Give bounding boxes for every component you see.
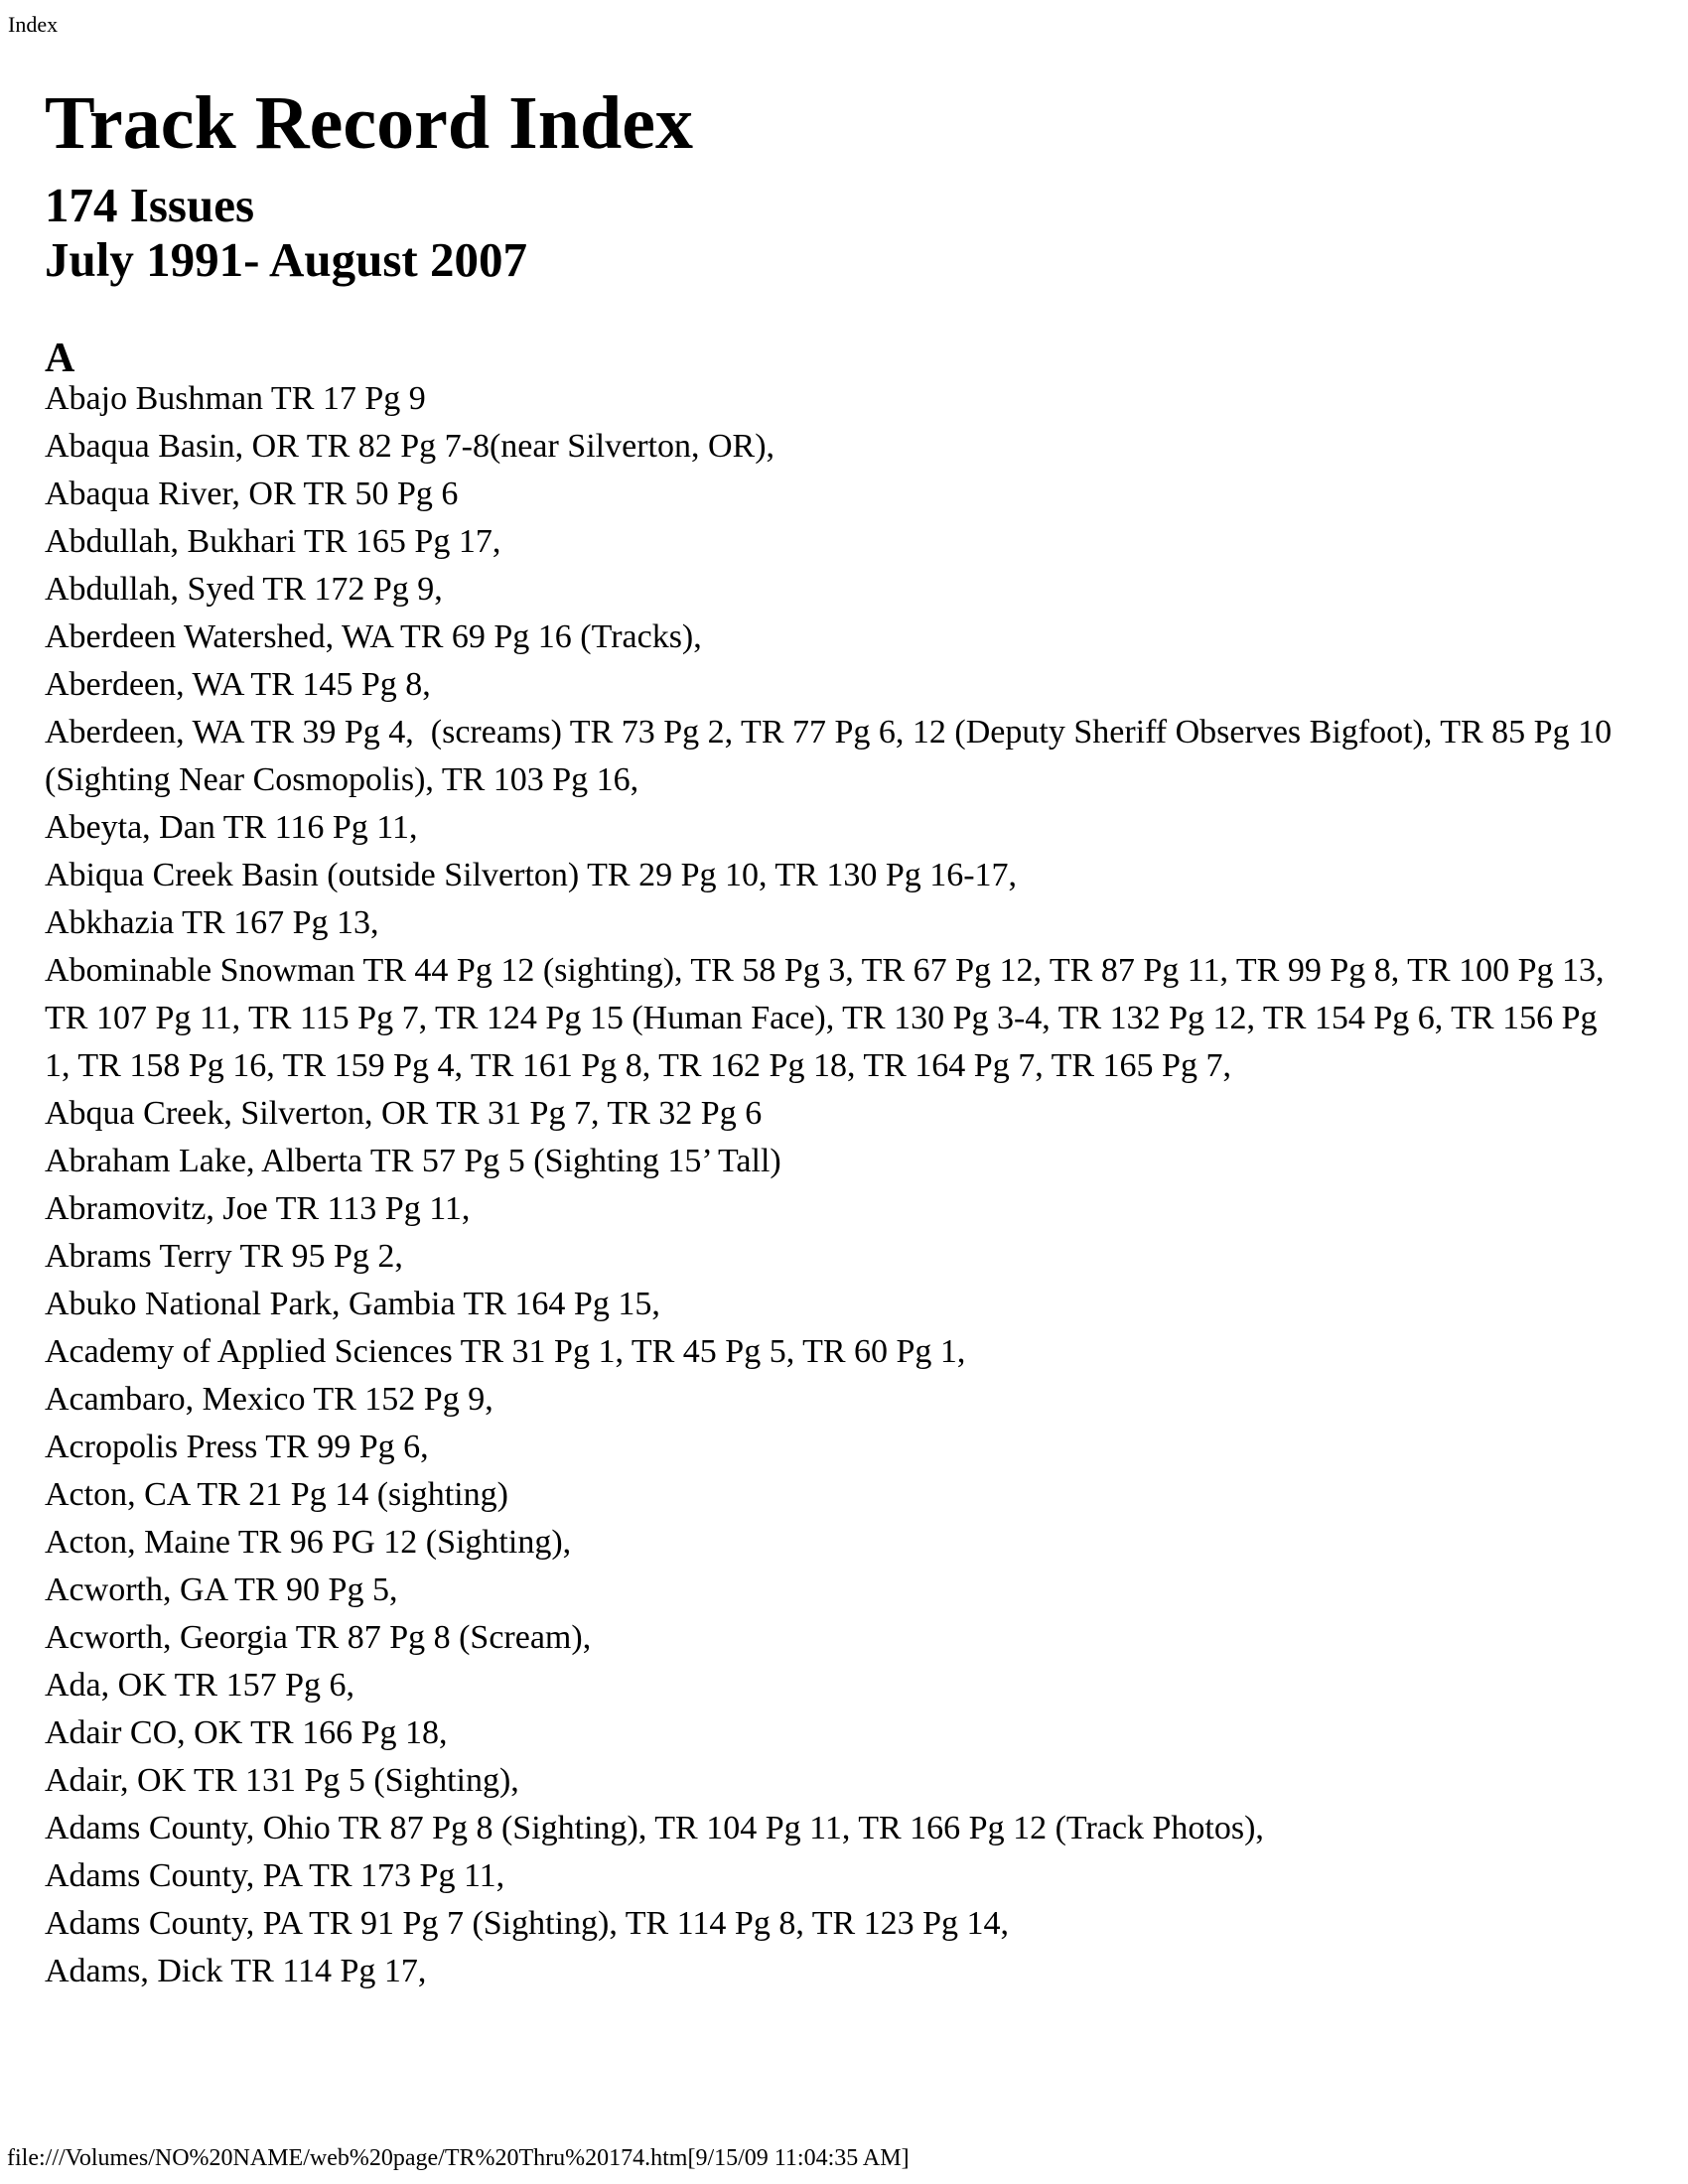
index-entry: Aberdeen, WA TR 145 Pg 8,: [45, 666, 431, 703]
section-heading-a: A: [45, 336, 75, 381]
date-range: July 1991- August 2007: [45, 232, 528, 287]
index-entry: Adams, Dick TR 114 Pg 17,: [45, 1953, 427, 1989]
index-entry: Abiqua Creek Basin (outside Silverton) TR 29 Pg 10, TR 130 Pg 16-17,: [45, 857, 1018, 893]
index-entry: Abraham Lake, Alberta TR 57 Pg 5 (Sighting 15’ Tall): [45, 1143, 781, 1179]
index-entry: Acworth, GA TR 90 Pg 5,: [45, 1571, 398, 1608]
index-entry: Abominable Snowman TR 44 Pg 12 (sighting), TR 58 Pg 3, TR 67 Pg 12, TR 87 Pg 11, TR 99 Pg 8, TR 100 Pg 13, TR 107 Pg 11, TR 115 Pg 7, TR 124 Pg 15 (Human Face), TR 130 Pg 3-4, TR 132 Pg 12, TR 154 Pg 6, TR 156 Pg 1, TR 158 Pg 16, TR 159 Pg 4, TR 161 Pg 8, TR 162 Pg 18, TR 164 Pg 7, TR 165 Pg 7,: [45, 952, 1613, 1084]
index-entry: Aberdeen Watershed, WA TR 69 Pg 16 (Tracks),: [45, 618, 702, 655]
index-entry: Adair, OK TR 131 Pg 5 (Sighting),: [45, 1762, 519, 1799]
index-entry: Abqua Creek, Silverton, OR TR 31 Pg 7, TR 32 Pg 6: [45, 1095, 763, 1132]
index-entry: Abdullah, Syed TR 172 Pg 9,: [45, 571, 443, 608]
index-entry: Abajo Bushman TR 17 Pg 9: [45, 380, 426, 417]
index-entries: [45, 375, 1629, 1995]
index-entry: Ada, OK TR 157 Pg 6,: [45, 1667, 354, 1704]
index-entry: Abkhazia TR 167 Pg 13,: [45, 904, 379, 941]
index-entry: Adams County, PA TR 91 Pg 7 (Sighting), TR 114 Pg 8, TR 123 Pg 14,: [45, 1905, 1010, 1942]
index-entry: Abramovitz, Joe TR 113 Pg 11,: [45, 1190, 471, 1227]
index-entry: Abaqua Basin, OR TR 82 Pg 7-8(near Silverton, OR),: [45, 428, 775, 465]
index-entry: Abuko National Park, Gambia TR 164 Pg 15,: [45, 1286, 660, 1322]
print-header-title: Index: [8, 12, 59, 37]
subtitle-block: [45, 178, 527, 287]
index-entry: Academy of Applied Sciences TR 31 Pg 1, TR 45 Pg 5, TR 60 Pg 1,: [45, 1333, 966, 1370]
index-entry: Abrams Terry TR 95 Pg 2,: [45, 1238, 403, 1275]
index-entry: Acambaro, Mexico TR 152 Pg 9,: [45, 1381, 493, 1418]
index-entry: Adams County, Ohio TR 87 Pg 8 (Sighting), TR 104 Pg 11, TR 166 Pg 12 (Track Photos),: [45, 1810, 1264, 1846]
index-entry: Acton, Maine TR 96 PG 12 (Sighting),: [45, 1524, 572, 1561]
index-entry: Adams County, PA TR 173 Pg 11,: [45, 1857, 505, 1894]
index-entry: Acropolis Press TR 99 Pg 6,: [45, 1429, 429, 1465]
index-entry: Abeyta, Dan TR 116 Pg 11,: [45, 809, 418, 846]
index-entry: Aberdeen, WA TR 39 Pg 4, (screams) TR 73 Pg 2, TR 77 Pg 6, 12 (Deputy Sheriff Observes Bigfoot), TR 85 Pg 10 (Sighting Near Cosmopolis), TR 103 Pg 16,: [45, 714, 1620, 798]
page-title: Track Record Index: [45, 81, 693, 165]
index-entry: Adair CO, OK TR 166 Pg 18,: [45, 1714, 448, 1751]
footer-file-path: file:///Volumes/NO%20NAME/web%20page/TR%20Thru%20174.htm[9/15/09 11:04:35 AM]: [7, 2145, 910, 2171]
index-entry: Acworth, Georgia TR 87 Pg 8 (Scream),: [45, 1619, 592, 1656]
index-entry: Abaqua River, OR TR 50 Pg 6: [45, 476, 459, 512]
issues-count: 174 Issues: [45, 178, 255, 232]
index-entry: Acton, CA TR 21 Pg 14 (sighting): [45, 1476, 508, 1513]
index-entry: Abdullah, Bukhari TR 165 Pg 17,: [45, 523, 501, 560]
